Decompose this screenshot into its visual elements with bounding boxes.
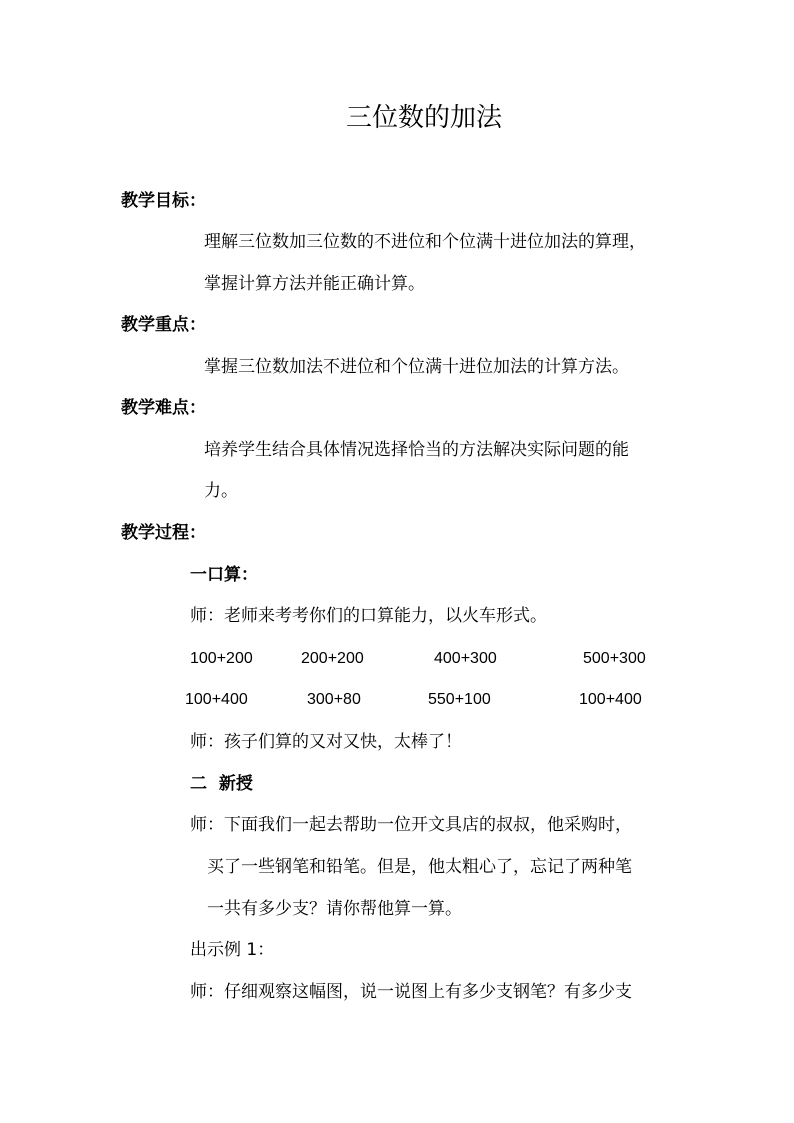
key-line-1: 掌握三位数加法不进位和个位满十进位加法的计算方法。 [204, 357, 629, 377]
key-heading: 教学重点： [121, 315, 206, 335]
goal-line-1: 理解三位数加三位数的不进位和个位满十进位加法的算理， [204, 232, 646, 252]
lesson-line-1: 师：下面我们一起去帮助一位开文具店的叔叔，他采购时， [190, 815, 632, 835]
calc-item: 200+200 [301, 650, 364, 667]
lesson-line-2: 买了一些钢笔和铅笔。但是，他太粗心了，忘记了两种笔 [207, 857, 632, 877]
calc-item: 550+100 [428, 691, 491, 708]
difficulty-line-1: 培养学生结合具体情况选择恰当的方法解决实际问题的能 [204, 440, 629, 460]
lesson-line-5: 师：仔细观察这幅图，说一说图上有多少支钢笔？有多少支 [190, 982, 632, 1002]
lesson-line-3: 一共有多少支？请你帮他算一算。 [207, 899, 462, 919]
calc-item: 500+300 [583, 650, 646, 667]
document-title: 三位数的加法 [346, 103, 503, 133]
difficulty-line-2: 力。 [204, 481, 238, 501]
process-heading: 教学过程： [121, 523, 206, 543]
goal-heading: 教学目标： [121, 191, 206, 211]
difficulty-heading: 教学难点： [121, 398, 206, 418]
oral-calc-intro: 师：老师来考考你们的口算能力，以火车形式。 [190, 606, 547, 626]
lesson-line-4: 出示例 1： [190, 940, 275, 960]
oral-calc-heading: 一口算： [190, 565, 258, 585]
calc-item: 100+400 [579, 691, 642, 708]
calc-item: 400+300 [434, 650, 497, 667]
new-lesson-heading: 二 新授 [190, 774, 253, 794]
praise-line: 师：孩子们算的又对又快，太棒了！ [190, 732, 462, 752]
calc-item: 100+200 [190, 650, 253, 667]
calc-item: 300+80 [307, 691, 361, 708]
calc-item: 100+400 [185, 691, 248, 708]
goal-line-2: 掌握计算方法并能正确计算。 [204, 274, 425, 294]
